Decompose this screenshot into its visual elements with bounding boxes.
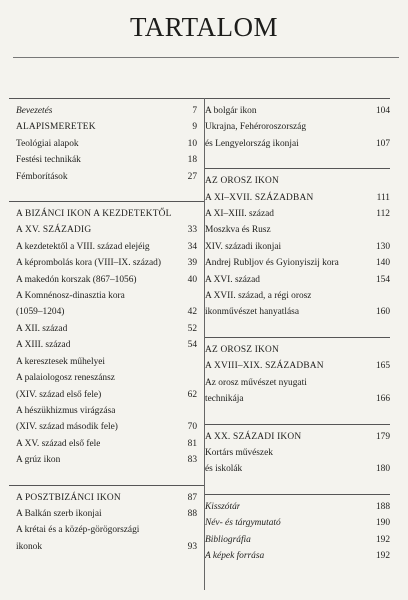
toc-entry [205, 429, 390, 445]
toc-entry [16, 490, 197, 506]
toc-entry [16, 321, 197, 337]
toc-right-column [205, 98, 390, 580]
toc-entry [16, 539, 197, 555]
toc-entry-page: 42 [187, 307, 197, 318]
toc-entry [205, 445, 390, 461]
toc-entry-title: A XVII. század, a régi orosz [205, 291, 312, 302]
toc-entry-title: AZ OROSZ IKON [205, 344, 279, 355]
toc-entry [205, 272, 390, 288]
toc-entry [16, 304, 197, 320]
toc-entry-page: 140 [375, 258, 390, 269]
toc-entry [205, 499, 390, 515]
toc-entry [16, 387, 197, 403]
toc-entry-title: A képek forrása [205, 550, 265, 561]
toc-entry-title: és Lengyelország ikonjai [205, 138, 299, 149]
toc-entry-page: 111 [376, 192, 390, 203]
toc-entry-page: 93 [187, 541, 197, 552]
toc-entry [16, 354, 197, 370]
toc-entry-title: A bolgár ikon [205, 106, 257, 116]
toc-entry-page: 10 [187, 138, 197, 149]
toc-section [205, 424, 390, 478]
toc-entry [16, 522, 197, 538]
toc-entry [16, 337, 197, 353]
toc-entry-title: ikonok [16, 541, 43, 552]
toc-entry [16, 152, 197, 168]
toc-entry-title: A grúz ikon [16, 455, 61, 466]
toc-entry-title: Kisszótár [205, 501, 241, 512]
toc-entry [205, 304, 390, 320]
toc-entry-title: Név- és tárgymutató [205, 518, 281, 529]
toc-entry-title: A krétai és a közép-görögországi [16, 525, 140, 536]
toc-entry-title: A XX. SZÁZADI IKON [205, 431, 302, 442]
toc-entry [205, 206, 390, 222]
toc-entry [16, 255, 197, 271]
toc-entry [16, 370, 197, 386]
toc-entry-page: 104 [375, 106, 390, 116]
toc-entry-page: 34 [187, 241, 197, 252]
toc-entry-title: Az orosz művészet nyugati [205, 377, 307, 388]
toc-entry [205, 119, 390, 135]
toc-entry [205, 391, 390, 407]
toc-entry-title: technikája [205, 394, 244, 405]
toc-section [205, 168, 390, 321]
toc-entry [205, 239, 390, 255]
toc-entry [205, 255, 390, 271]
toc-entry-page: 154 [375, 274, 390, 285]
toc-entry [205, 190, 390, 206]
toc-entry-title: Bibliográfia [205, 534, 251, 545]
toc-entry-page: 9 [192, 122, 197, 133]
toc-entry [16, 136, 197, 152]
toc-entry-title: (XIV. század második fele) [16, 422, 118, 433]
toc-entry-title: A BIZÁNCI IKON A KEZDETEKTŐL [16, 209, 172, 220]
toc-entry-title: A XV. SZÁZADIG [16, 225, 92, 236]
toc-section [205, 494, 390, 565]
toc-entry-title: A palaiologosz reneszánsz [16, 373, 115, 384]
toc-entry-page: 62 [187, 389, 197, 400]
toc-entry-page: 107 [375, 138, 390, 149]
toc-section [205, 337, 390, 408]
toc-entry-title: Fémborítások [16, 171, 68, 182]
toc-entry-page: 88 [187, 508, 197, 519]
toc-entry-page: 180 [375, 464, 390, 475]
toc-section [9, 98, 204, 185]
toc-entry-title: A képrombolás kora (VIII–IX. század) [16, 258, 161, 269]
toc-entry-page: 81 [187, 438, 197, 449]
toc-entry-page: 18 [187, 155, 197, 166]
toc-entry [16, 119, 197, 135]
toc-entry-title: (XIV. század első fele) [16, 389, 102, 400]
toc-entry-page: 54 [187, 340, 197, 351]
page-title: TARTALOM [129, 12, 279, 42]
toc-entry-title: ALAPISMERETEK [16, 122, 96, 133]
toc-entry-title: A makedón korszak (867–1056) [16, 274, 137, 285]
toc-section [9, 485, 204, 556]
toc-entry-page: 192 [375, 550, 390, 561]
toc-entry-page: 188 [375, 501, 390, 512]
toc-entry-page: 112 [376, 209, 390, 220]
toc-entry-title: (1059–1204) [16, 307, 65, 318]
toc-entry [205, 342, 390, 358]
toc-entry-page: 166 [375, 394, 390, 405]
toc-entry-title: A XII. század [16, 323, 68, 334]
toc-entry [205, 222, 390, 238]
toc-entry-title: Andrej Rubljov és Gyionyiszij kora [205, 258, 339, 269]
toc-entry [205, 461, 390, 477]
toc-entry [205, 358, 390, 374]
toc-entry-page: 33 [187, 225, 197, 236]
toc-entry [205, 103, 390, 119]
toc-entry-title: Festési technikák [16, 155, 81, 166]
toc-entry-title: A XIII. század [16, 340, 71, 351]
toc-entry-page: 70 [187, 422, 197, 433]
toc-entry [205, 288, 390, 304]
toc-entry-page: 87 [187, 492, 197, 503]
toc-entry [205, 136, 390, 152]
toc-entry-title: AZ OROSZ IKON [205, 176, 279, 187]
toc-entry [16, 222, 197, 238]
toc-entry-title: XIV. századi ikonjai [205, 241, 282, 252]
toc-entry [16, 288, 197, 304]
toc-entry-title: A POSZTBIZÁNCI IKON [16, 492, 121, 503]
toc-entry-title: A kezdetektől a VIII. század elejéig [16, 241, 150, 252]
toc-entry [16, 403, 197, 419]
toc-entry-page: 190 [375, 518, 390, 529]
toc-entry-page: 192 [375, 534, 390, 545]
toc-section [205, 98, 390, 152]
toc-entry-title: Kortárs művészek [205, 447, 273, 458]
toc-entry [16, 436, 197, 452]
toc-entry-title: Moszkva és Rusz [205, 225, 271, 236]
toc-entry-title: A Balkán szerb ikonjai [16, 508, 102, 519]
toc-entry-page: 7 [192, 106, 197, 116]
toc-entry-title: Teológiai alapok [16, 138, 79, 149]
toc-entry-title: A XV. század első fele [16, 438, 101, 449]
toc-entry [16, 506, 197, 522]
toc-entry [205, 515, 390, 531]
toc-entry-title: A XVI. század [205, 274, 260, 285]
toc-entry-title: Bevezetés [16, 106, 53, 116]
toc-entry-page: 165 [375, 361, 390, 372]
toc-entry [16, 169, 197, 185]
toc-entry-page: 83 [187, 455, 197, 466]
toc-entry [16, 272, 197, 288]
toc-entry [205, 548, 390, 564]
toc-entry [205, 375, 390, 391]
toc-entry-page: 179 [375, 431, 390, 442]
toc-entry-page: 160 [375, 307, 390, 318]
toc-entry [16, 239, 197, 255]
toc-entry-title: A XVIII–XIX. SZÁZADBAN [205, 361, 324, 372]
toc-entry [16, 419, 197, 435]
toc-entry-title: ikonművészet hanyatlása [205, 307, 299, 318]
toc-entry-title: A XI–XVII. SZÁZADBAN [205, 192, 314, 203]
toc-section [9, 201, 204, 469]
toc-entry-page: 27 [187, 171, 197, 182]
toc-entry-title: és iskolák [205, 464, 243, 475]
toc-entry-page: 52 [187, 323, 197, 334]
toc-entry-title: A Komnénosz-dinasztia kora [16, 291, 125, 302]
toc-left-column [9, 98, 205, 590]
toc-entry-title: A hészükhizmus virágzása [16, 405, 116, 416]
toc-entry-title: A keresztesek műhelyei [16, 356, 106, 367]
toc-entry-page: 130 [375, 241, 390, 252]
toc-entry [16, 206, 197, 222]
toc-entry-page: 40 [187, 274, 197, 285]
toc-entry-title: Ukrajna, Fehéroroszország [205, 122, 307, 133]
title-rule [13, 57, 399, 58]
toc-entry [16, 103, 197, 119]
toc-entry-title: A XI–XIII. század [205, 209, 274, 220]
toc-entry [16, 452, 197, 468]
toc-entry-page: 39 [187, 258, 197, 269]
toc-entry [205, 173, 390, 189]
toc-entry [205, 532, 390, 548]
